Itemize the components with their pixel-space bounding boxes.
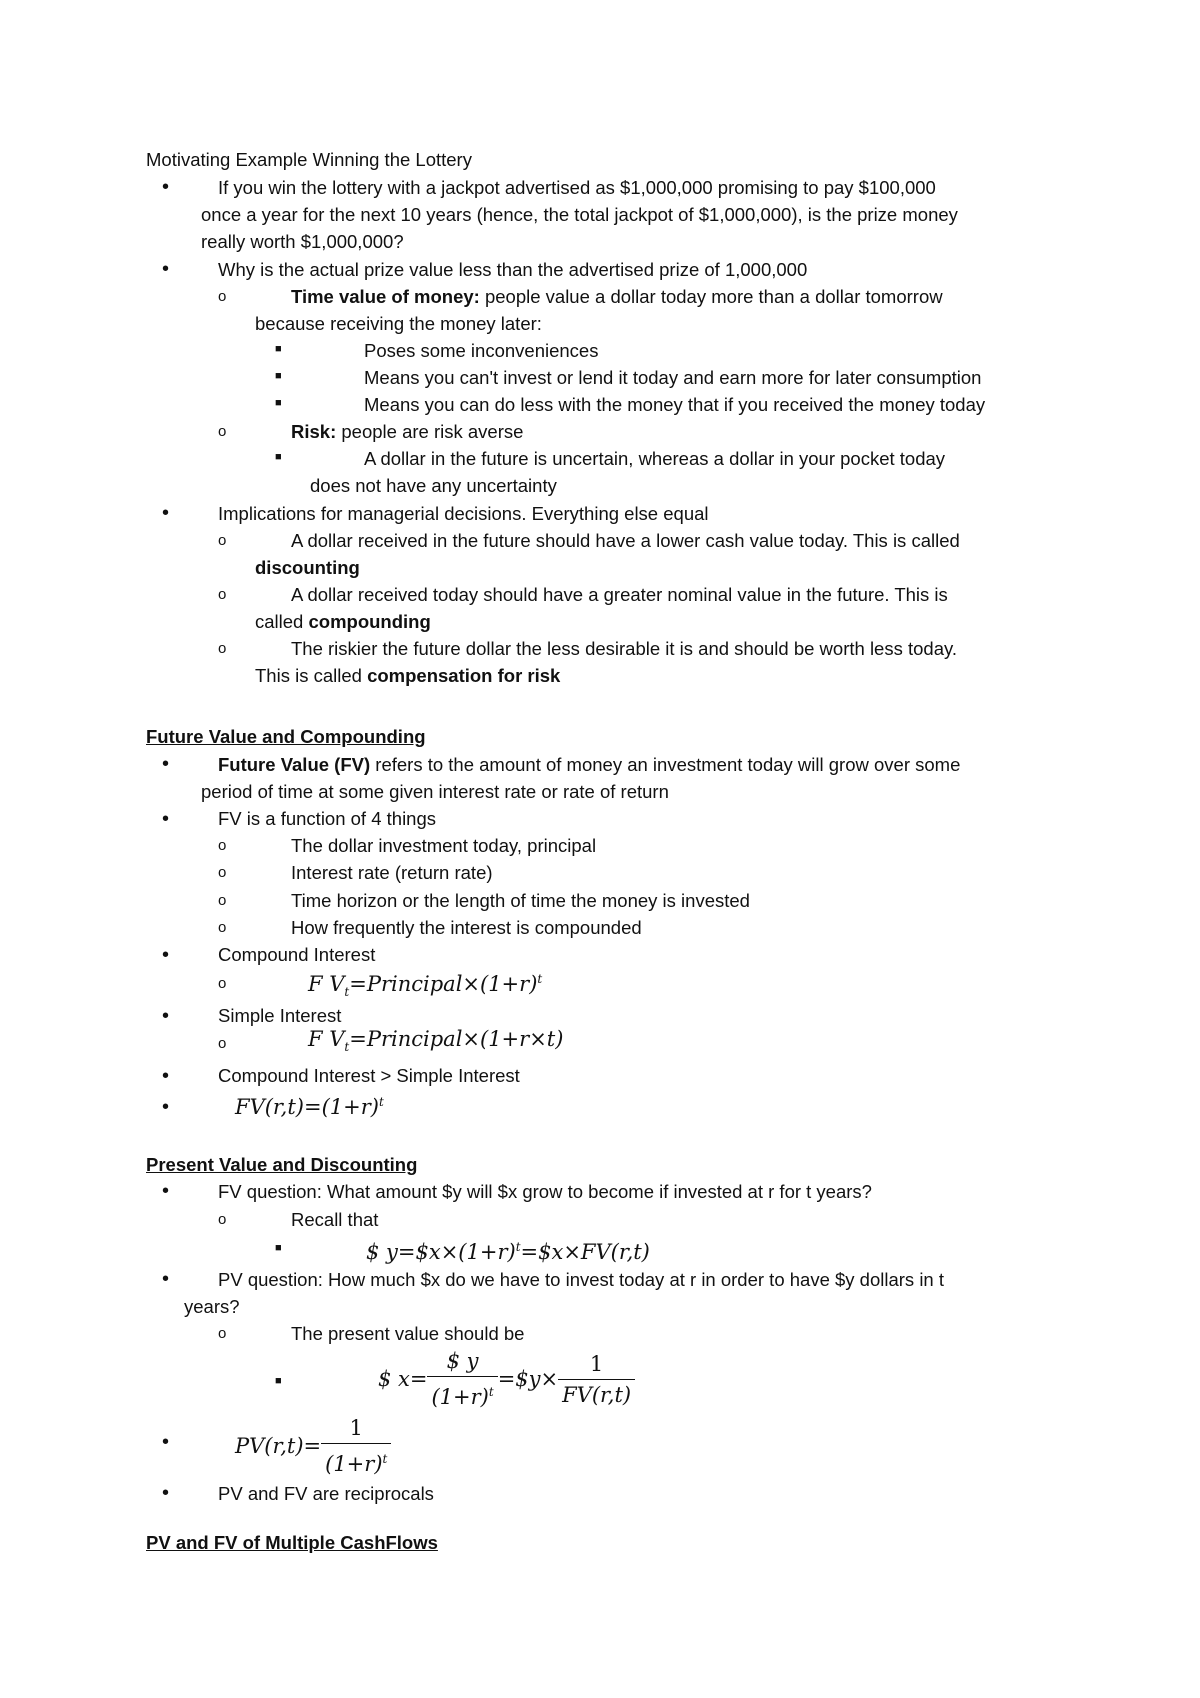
sub-bullet-text: Interest rate (return rate) bbox=[291, 862, 493, 883]
term-future-value: Future Value (FV) bbox=[218, 754, 371, 775]
bullet-disc: • bbox=[162, 1180, 170, 1202]
bullet-text: FV question: What amount $y will $x grow to become if invested at r for t years? bbox=[218, 1181, 872, 1202]
formula-simple-interest: F $V_t=Principal\times(1+r\times t)$ bbox=[308, 1027, 564, 1055]
sub-bullet-text-pre: This is called bbox=[255, 665, 368, 686]
bullet-square: ■ bbox=[275, 397, 282, 409]
bullet-text: PV question: How much $x do we have to invest today at r in order to have $y dollars in t bbox=[218, 1269, 944, 1290]
sub-bullet-text: The present value should be bbox=[291, 1323, 525, 1344]
bullet-disc: • bbox=[162, 502, 170, 524]
bullet-circle: o bbox=[218, 1211, 227, 1228]
bullet-disc: • bbox=[162, 258, 170, 280]
bullet-circle: o bbox=[218, 1035, 227, 1052]
sub-bullet-text-rest: people are risk averse bbox=[336, 421, 524, 442]
sub-sub-bullet-text: Means you can do less with the money that if you received the money today bbox=[364, 394, 986, 415]
bullet-disc: • bbox=[162, 944, 170, 966]
term-time-value: Time value of money: bbox=[291, 286, 480, 307]
bullet-disc: • bbox=[162, 808, 170, 830]
sub-sub-bullet-text: A dollar in the future is uncertain, whereas a dollar in your pocket today bbox=[364, 448, 946, 469]
bullet-text: FV is a function of 4 things bbox=[218, 808, 437, 829]
formula-future-amount: $ $y=\$x\times(1+r)^t=\$x\times FV(r,t)$ bbox=[366, 1240, 650, 1264]
bullet-text: Why is the actual prize value less than the advertised prize of 1,000,000 bbox=[218, 259, 808, 280]
bullet-text: PV and FV are reciprocals bbox=[218, 1483, 434, 1504]
section-heading-present-value: Present Value and Discounting bbox=[146, 1154, 418, 1175]
bullet-disc: • bbox=[162, 1096, 170, 1118]
bullet-square: ■ bbox=[275, 451, 282, 463]
sub-bullet-text: A dollar received in the future should have a lower cash value today. This is called bbox=[291, 530, 960, 551]
section-heading-multiple-cashflows: PV and FV of Multiple CashFlows bbox=[146, 1532, 438, 1553]
bullet-disc: • bbox=[162, 1005, 170, 1027]
bullet-circle: o bbox=[218, 892, 227, 909]
bullet-circle: o bbox=[218, 423, 227, 440]
sub-bullet-text-pre: called bbox=[255, 611, 309, 632]
bullet-text: Simple Interest bbox=[218, 1005, 342, 1026]
bullet-circle: o bbox=[218, 532, 227, 549]
bullet-square: ■ bbox=[275, 343, 282, 355]
bullet-text: period of time at some given interest rate or rate of return bbox=[201, 781, 669, 802]
bullet-circle: o bbox=[218, 640, 227, 657]
bullet-circle: o bbox=[218, 975, 227, 992]
sub-bullet-text: Time horizon or the length of time the money is invested bbox=[291, 890, 750, 911]
bullet-circle: o bbox=[218, 1325, 227, 1342]
sub-bullet-text bbox=[291, 284, 943, 310]
bullet-circle: o bbox=[218, 837, 227, 854]
bullet-text: years? bbox=[184, 1296, 240, 1317]
sub-bullet-text: The dollar investment today, principal bbox=[291, 835, 597, 856]
sub-bullet-text bbox=[255, 663, 560, 689]
bullet-disc: • bbox=[162, 1431, 170, 1453]
bullet-text: Implications for managerial decisions. Everything else equal bbox=[218, 503, 709, 524]
sub-bullet-text: The riskier the future dollar the less desirable it is and should be worth less today. bbox=[291, 638, 957, 659]
bullet-square: ■ bbox=[275, 1242, 282, 1254]
formula-present-amount: $ x= $\frac{\$ y}{(1+r)^t}$ =$y× $\frac{1}{FV(r,t)}$ bbox=[378, 1346, 635, 1412]
bullet-text: Compound Interest > Simple Interest bbox=[218, 1065, 520, 1086]
bullet-text: If you win the lottery with a jackpot advertised as $1,000,000 promising to pay $100,000 bbox=[218, 177, 936, 198]
bullet-disc: • bbox=[162, 753, 170, 775]
formula-pv-factor: PV(r,t)= $\frac{1}{(1+r)^t}$ bbox=[235, 1413, 391, 1479]
section-heading-future-value: Future Value and Compounding bbox=[146, 726, 426, 747]
sub-bullet-text: How frequently the interest is compounded bbox=[291, 917, 642, 938]
sub-bullet-text bbox=[255, 609, 431, 635]
bullet-text: Compound Interest bbox=[218, 944, 376, 965]
bullet-circle: o bbox=[218, 586, 227, 603]
formula-compound-interest: F $V_t=Principal\times(1+r)^t$ bbox=[308, 972, 543, 1000]
bullet-text bbox=[218, 752, 960, 778]
bullet-disc: • bbox=[162, 1482, 170, 1504]
sub-bullet-text-rest: people value a dollar today more than a dollar tomorrow bbox=[479, 286, 943, 307]
sub-bullet-text bbox=[291, 419, 523, 445]
sub-sub-bullet-text: Poses some inconveniences bbox=[364, 340, 599, 361]
bullet-text: once a year for the next 10 years (hence, the total jackpot of $1,000,000), is the prize money bbox=[201, 204, 958, 225]
bullet-square: ■ bbox=[275, 1375, 282, 1387]
term-discounting: discounting bbox=[255, 557, 360, 578]
term-compounding: compounding bbox=[308, 611, 431, 632]
bullet-disc: • bbox=[162, 1268, 170, 1290]
bullet-circle: o bbox=[218, 288, 227, 305]
term-compensation-for-risk: compensation for risk bbox=[367, 665, 561, 686]
section-title-lottery: Motivating Example Winning the Lottery bbox=[146, 149, 472, 170]
bullet-circle: o bbox=[218, 864, 227, 881]
formula-fv-factor: $FV(r,t)=(1+r)^t$ bbox=[235, 1095, 384, 1119]
term-risk: Risk: bbox=[291, 421, 337, 442]
sub-sub-bullet-text: does not have any uncertainty bbox=[310, 475, 557, 496]
bullet-circle: o bbox=[218, 919, 227, 936]
sub-bullet-text: because receiving the money later: bbox=[255, 313, 542, 334]
sub-sub-bullet-text: Means you can't invest or lend it today and earn more for later consumption bbox=[364, 367, 982, 388]
sub-bullet-text: A dollar received today should have a greater nominal value in the future. This is bbox=[291, 584, 948, 605]
bullet-text-rest: refers to the amount of money an investment today will grow over some bbox=[370, 754, 961, 775]
bullet-disc: • bbox=[162, 176, 170, 198]
bullet-square: ■ bbox=[275, 370, 282, 382]
bullet-text: really worth $1,000,000? bbox=[201, 231, 404, 252]
bullet-disc: • bbox=[162, 1065, 170, 1087]
sub-bullet-text: Recall that bbox=[291, 1209, 379, 1230]
